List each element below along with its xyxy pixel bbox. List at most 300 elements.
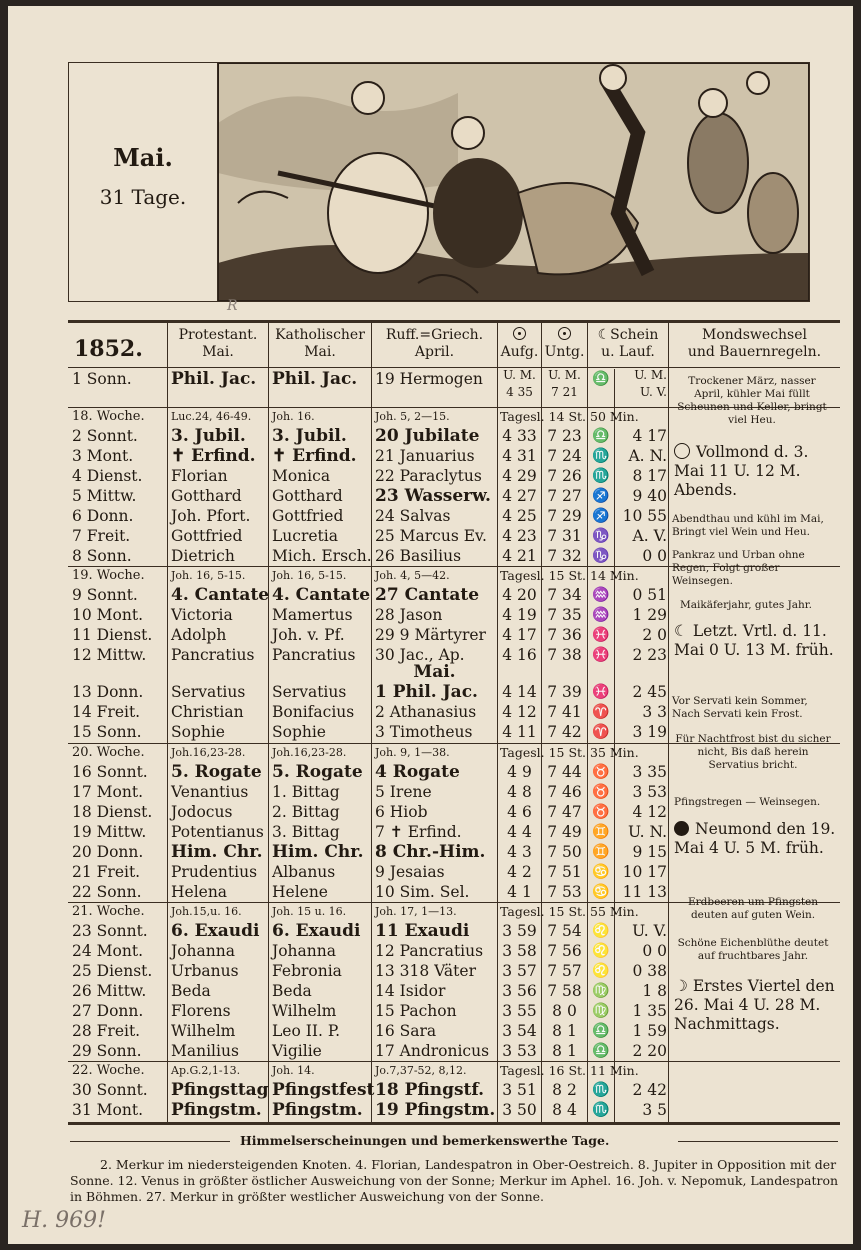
cell-sunset: 7 24 <box>547 447 582 465</box>
cell-sign: ♎ <box>592 428 610 444</box>
cell-moon: 1 29 <box>632 606 667 624</box>
cell-day: 16 Sonnt. <box>72 763 148 781</box>
cell-moon: 0 51 <box>632 586 667 604</box>
first-quarter-text: Erstes Viertel den 26. Mai 4 U. 28 M. Nachmittags. <box>674 977 835 1033</box>
cell-sunset: 7 44 <box>547 763 582 781</box>
cell-russ: Joh. 4, 5—42. <box>375 569 450 582</box>
cell-sign: ♊ <box>592 824 610 840</box>
cell-sunrise: 4 20 <box>502 586 537 604</box>
cell-day: 17 Mont. <box>72 783 143 801</box>
cell-prot: Joh.16,23-28. <box>171 746 246 759</box>
cell-day: 21. Woche. <box>72 904 145 919</box>
cell-day: 26 Mittw. <box>72 982 147 1000</box>
cell-sunrise: 4 6 <box>507 803 532 821</box>
cell-russ: 17 Andronicus <box>375 1042 490 1060</box>
cell-russ: Mai. <box>413 662 456 682</box>
cell-sunset: 7 32 <box>547 547 582 565</box>
cell-sunset: 7 47 <box>547 803 582 821</box>
cell-prot: 4. Cantate <box>171 585 270 605</box>
cell-moon: 10 17 <box>622 863 667 881</box>
col-rule-1 <box>167 322 168 1122</box>
cell-prot: Joh. 16, 5-15. <box>171 569 246 582</box>
cell-russ: 2 Athanasius <box>375 703 477 721</box>
new-moon-note <box>674 820 836 858</box>
full-moon-icon <box>674 443 690 459</box>
cell-sunset: 8 0 <box>552 1002 577 1020</box>
cell-russ: 13 318 Väter <box>375 962 476 980</box>
cell-moon: A. N. <box>628 447 667 465</box>
cell-day: 30 Sonnt. <box>72 1081 148 1099</box>
cell-sunset: 7 31 <box>547 527 582 545</box>
cell-day: 27 Donn. <box>72 1002 144 1020</box>
cell-day: 2 Sonnt. <box>72 427 138 445</box>
cell-day: 5 Mittw. <box>72 487 137 505</box>
cell-sunset: 7 58 <box>547 982 582 1000</box>
cell-moon: 2 0 <box>642 626 667 644</box>
cell-moon: 3 53 <box>632 783 667 801</box>
cell-kath: Him. Chr. <box>272 842 364 862</box>
cell-moon: 2 42 <box>632 1081 667 1099</box>
cell-kath: Pancratius <box>272 646 356 664</box>
cell-russ: 16 Sara <box>375 1022 437 1040</box>
cell-kath: 4. Cantate <box>272 585 371 605</box>
cell-sunset: 7 29 <box>547 507 582 525</box>
cell-kath: Pfingstfest <box>272 1080 375 1100</box>
cell-kath: 1. Bittag <box>272 783 340 801</box>
cell-sign: ♈ <box>592 704 610 720</box>
cell-moon: 2 45 <box>632 683 667 701</box>
cell-kath: Mamertus <box>272 606 353 624</box>
cell-sign: ♍ <box>592 983 610 999</box>
cell-span: Tagesl. 15 St. 55 Min. <box>500 904 639 919</box>
cell-sign: ♋ <box>592 884 610 900</box>
table-bottom-rule <box>68 1122 840 1125</box>
cell-prot: ✝ Erfind. <box>171 446 256 466</box>
cell-prot: Joh. Pfort. <box>171 507 251 525</box>
last-quarter-note <box>674 622 836 660</box>
cell-sunrise: 3 56 <box>502 982 537 1000</box>
cell-kath: Mich. Ersch. <box>272 547 372 565</box>
cell-russ: 24 Salvas <box>375 507 451 525</box>
cell-kath: Bonifacius <box>272 703 355 721</box>
rule-text: Vor Servati kein Sommer, Nach Servati kein Frost. <box>672 695 808 720</box>
cell-prot: Christian <box>171 703 244 721</box>
cell-kath: Febronia <box>272 962 342 980</box>
cell-day: 11 Dienst. <box>72 626 153 644</box>
rule-text: Für Nachtfrost bist du sicher nicht, Bis daß herein Servatius bricht. <box>675 733 831 771</box>
cell-russ: 14 Isidor <box>375 982 446 1000</box>
cell-kath: 3. Bittag <box>272 823 340 841</box>
header-bottom-rule <box>68 367 840 368</box>
cell-kath: Wilhelm <box>272 1002 337 1020</box>
cell-russ: 12 Pancratius <box>375 942 484 960</box>
cell-prot: Gotthard <box>171 487 242 505</box>
cell-kath: Lucretia <box>272 527 338 545</box>
cell-kath: Vigilie <box>272 1042 322 1060</box>
cell-kath: Servatius <box>272 683 347 701</box>
header-bauernregeln: Mondswechsel und Bauernregeln. <box>687 327 822 360</box>
cell-sunrise: 3 57 <box>502 962 537 980</box>
cell-russ: 1 Phil. Jac. <box>375 682 478 702</box>
cell-sunrise: 4 29 <box>502 467 537 485</box>
cell-russ: Jo.7,37-52, 8,12. <box>375 1064 467 1077</box>
header-mondschein: ☾Schein u. Lauf. <box>597 327 659 360</box>
cell-prot: Jodocus <box>171 803 233 821</box>
cell-prot: Luc.24, 46-49. <box>171 410 252 423</box>
cell-moon: 10 55 <box>622 507 667 525</box>
cell-kath: Joh. 16. <box>272 410 315 423</box>
cell-sign: ♐ <box>592 508 610 524</box>
last-quarter-text: Letzt. Vrtl. d. 11. Mai 0 U. 13 M. früh. <box>674 622 834 659</box>
cell-prot: Potentianus <box>171 823 264 841</box>
cell-kath: Joh. 14. <box>272 1064 315 1077</box>
cell-day: 13 Donn. <box>72 683 144 701</box>
cell-sunset: 7 50 <box>547 843 582 861</box>
cell-sign: ♒ <box>592 607 610 623</box>
cell-sunrise: 4 2 <box>507 863 532 881</box>
first-quarter-icon: ☽ <box>674 977 693 995</box>
cell-prot: Gottfried <box>171 527 243 545</box>
cell-moon: U. M. U. V. <box>634 368 667 399</box>
rule-text: Pankraz und Urban ohne Regen, Folgt großer Weinsegen. <box>672 549 805 587</box>
cell-sunrise: 4 9 <box>507 763 532 781</box>
month-box <box>69 63 218 301</box>
month-days: 31 Tage. <box>99 185 187 209</box>
cell-sunset: 7 56 <box>547 942 582 960</box>
cell-moon: A. V. <box>632 527 667 545</box>
cell-kath: Monica <box>272 467 331 485</box>
cell-day: 23 Sonnt. <box>72 922 148 940</box>
header-katholisch: Katholischer Mai. <box>275 327 365 360</box>
cell-sunset: 7 46 <box>547 783 582 801</box>
cell-sign: ♌ <box>592 943 610 959</box>
cell-moon: 3 19 <box>632 723 667 741</box>
cell-kath: Joh. 16, 5-15. <box>272 569 347 582</box>
cell-prot: Joh.15,u. 16. <box>171 905 242 918</box>
cell-sunset: 7 35 <box>547 606 582 624</box>
cell-russ: 10 Sim. Sel. <box>375 883 470 901</box>
cell-moon: 9 40 <box>632 487 667 505</box>
cell-sunset: 7 57 <box>547 962 582 980</box>
rule-text: Pfingstregen — Weinsegen. <box>674 796 821 808</box>
cell-day: 1 Sonn. <box>72 370 132 388</box>
last-quarter-icon: ☾ <box>674 622 693 640</box>
cell-sunrise: 4 27 <box>502 487 537 505</box>
cell-sunrise: 4 11 <box>502 723 537 741</box>
cell-russ: 11 Exaudi <box>375 921 470 941</box>
cell-russ: 6 Hiob <box>375 803 428 821</box>
cell-prot: Johanna <box>171 942 235 960</box>
cell-sign: ♏ <box>592 1102 610 1118</box>
cell-span: Tagesl. 16 St. 11 Min. <box>500 1063 639 1078</box>
cell-day: 10 Mont. <box>72 606 143 624</box>
cell-sunset: 7 23 <box>547 427 582 445</box>
cell-sunrise: U. M. 4 35 <box>503 368 536 399</box>
cell-sign: ♎ <box>592 1043 610 1059</box>
cell-sunrise: 3 55 <box>502 1002 537 1020</box>
cell-kath: Helene <box>272 883 328 901</box>
cell-prot: Victoria <box>171 606 233 624</box>
cell-day: 8 Sonn. <box>72 547 132 565</box>
cell-sign: ♑ <box>592 548 610 564</box>
cell-moon: 1 35 <box>632 1002 667 1020</box>
rule-text: Erdbeeren um Pfingsten deuten auf guten Wein. <box>687 896 819 921</box>
cell-sunset: 7 27 <box>547 487 582 505</box>
footer-rule-left <box>70 1141 230 1142</box>
cell-day: 29 Sonn. <box>72 1042 142 1060</box>
cell-sunrise: 3 58 <box>502 942 537 960</box>
cell-prot: Helena <box>171 883 228 901</box>
rule-text: Maikäferjahr, gutes Jahr. <box>680 599 813 611</box>
cell-day: 4 Dienst. <box>72 467 143 485</box>
witches-ride-illustration <box>218 63 809 301</box>
cell-day: 7 Freit. <box>72 527 131 545</box>
cell-moon: 4 17 <box>632 427 667 445</box>
cell-prot: Pfingstm. <box>171 1100 262 1120</box>
cell-sign: ♉ <box>592 764 610 780</box>
cell-moon: 2 20 <box>632 1042 667 1060</box>
cell-prot: Pfingsttag <box>171 1080 269 1100</box>
cell-sunrise: 4 12 <box>502 703 537 721</box>
new-moon-text: Neumond den 19. Mai 4 U. 5 M. früh. <box>674 820 836 857</box>
cell-sunset: 7 36 <box>547 626 582 644</box>
cell-moon: 0 0 <box>642 942 667 960</box>
cell-russ: 27 Cantate <box>375 585 480 605</box>
cell-sign: ♓ <box>592 684 610 700</box>
cell-day: 22. Woche. <box>72 1063 145 1078</box>
cell-span: Tagesl. 15 St. 35 Min. <box>500 745 639 760</box>
header-protestant: Protestant. Mai. <box>178 327 258 360</box>
cell-russ: 9 Jesaias <box>375 863 445 881</box>
cell-sign: ♌ <box>592 963 610 979</box>
cell-sign: ♒ <box>592 587 610 603</box>
cell-sign: ♐ <box>592 488 610 504</box>
cell-sunset: 8 2 <box>552 1081 577 1099</box>
cell-sign: ♏ <box>592 1082 610 1098</box>
cell-sunrise: 4 8 <box>507 783 532 801</box>
cell-russ: Joh. 9, 1—38. <box>375 746 450 759</box>
cell-russ: 5 Irene <box>375 783 432 801</box>
cell-sign: ♉ <box>592 804 610 820</box>
cell-prot: 5. Rogate <box>171 762 262 782</box>
cell-sunset: 7 26 <box>547 467 582 485</box>
cell-day: 18. Woche. <box>72 409 145 424</box>
cell-kath: Leo II. P. <box>272 1022 341 1040</box>
cell-day: 21 Freit. <box>72 863 141 881</box>
pencil-mark: R <box>227 298 238 314</box>
cell-russ: 4 Rogate <box>375 762 460 782</box>
table-top-rule <box>68 320 840 323</box>
cell-sunrise: 3 53 <box>502 1042 537 1060</box>
cell-sunrise: 4 25 <box>502 507 537 525</box>
cell-prot: Venantius <box>171 783 249 801</box>
sun-icon <box>542 327 587 345</box>
cell-sunset: 7 53 <box>547 883 582 901</box>
cell-kath: Pfingstm. <box>272 1100 363 1120</box>
cell-russ: 19 Hermogen <box>375 370 483 388</box>
cell-kath: Gottfried <box>272 507 344 525</box>
cell-kath: Beda <box>272 982 312 1000</box>
cell-moon: 11 13 <box>622 883 667 901</box>
cell-sunset: 8 1 <box>552 1022 577 1040</box>
cell-sign: ♋ <box>592 864 610 880</box>
cell-kath: Joh. v. Pf. <box>272 626 345 644</box>
cell-sunrise: 4 23 <box>502 527 537 545</box>
rule-text: Trockener März, nasser April, kühler Mai füllt Scheunen und Keller, bringt viel Heu. <box>677 375 827 426</box>
cell-span: Tagesl. 15 St. 14 Min. <box>500 568 639 583</box>
cell-prot: Florian <box>171 467 228 485</box>
cell-sunrise: 4 3 <box>507 843 532 861</box>
cell-moon: U. V. <box>632 922 667 940</box>
cell-prot: Beda <box>171 982 211 1000</box>
cell-moon: 9 15 <box>632 843 667 861</box>
cell-span: Tagesl. 14 St. 50 Min. <box>500 409 639 424</box>
cell-prot: Urbanus <box>171 962 239 980</box>
cell-sunrise: 3 54 <box>502 1022 537 1040</box>
cell-prot: 6. Exaudi <box>171 921 260 941</box>
cell-moon: U. N. <box>628 823 667 841</box>
cell-sunrise: 4 4 <box>507 823 532 841</box>
cell-sign: ♏ <box>592 468 610 484</box>
cell-russ: 23 Wasserw. <box>375 486 491 506</box>
cell-russ: 18 Pfingstf. <box>375 1080 485 1100</box>
cell-sunrise: 4 21 <box>502 547 537 565</box>
cell-kath: ✝ Erfind. <box>272 446 357 466</box>
cell-kath: 6. Exaudi <box>272 921 361 941</box>
full-moon-note <box>674 443 836 500</box>
cell-sign: ♎ <box>592 371 610 387</box>
cell-russ: 3 Timotheus <box>375 723 473 741</box>
month-header <box>68 62 810 302</box>
cell-sunset: 7 51 <box>547 863 582 881</box>
cell-day: 22 Sonn. <box>72 883 142 901</box>
cell-moon: 0 38 <box>632 962 667 980</box>
cell-sunrise: 4 33 <box>502 427 537 445</box>
cell-day: 14 Freit. <box>72 703 141 721</box>
cell-sign: ♍ <box>592 1003 610 1019</box>
cell-sunset: 7 42 <box>547 723 582 741</box>
full-moon-text: Vollmond d. 3. Mai 11 U. 12 M. Abends. <box>674 443 809 499</box>
cell-moon: 1 59 <box>632 1022 667 1040</box>
cell-prot: Prudentius <box>171 863 258 881</box>
cell-kath: 3. Jubil. <box>272 426 347 446</box>
cell-day: 28 Freit. <box>72 1022 141 1040</box>
cell-sign: ♑ <box>592 528 610 544</box>
cell-russ: Joh. 17, 1—13. <box>375 905 457 918</box>
cell-sunrise: 3 59 <box>502 922 537 940</box>
cell-moon: 3 3 <box>642 703 667 721</box>
cell-prot: Ap.G.2,1-13. <box>171 1064 241 1077</box>
cell-russ: 28 Jason <box>375 606 443 624</box>
archive-mark: H. 969! <box>22 1208 107 1233</box>
cell-prot: Pancratius <box>171 646 255 664</box>
cell-kath: Sophie <box>272 723 326 741</box>
col-rule-3 <box>371 322 372 1122</box>
cell-sunset: 7 34 <box>547 586 582 604</box>
cell-sign: ♓ <box>592 647 610 663</box>
cell-moon: 8 17 <box>632 467 667 485</box>
cell-russ: 22 Paraclytus <box>375 467 482 485</box>
first-quarter-note <box>674 977 836 1034</box>
cell-sign: ♌ <box>592 923 610 939</box>
cell-sunrise: 3 50 <box>502 1101 537 1119</box>
cell-russ: Joh. 5, 2—15. <box>375 410 450 423</box>
cell-day: 15 Sonn. <box>72 723 142 741</box>
cell-prot: Phil. Jac. <box>171 369 257 389</box>
year-label: 1852. <box>74 336 143 362</box>
cell-sunrise: 4 14 <box>502 683 537 701</box>
cell-kath: Gotthard <box>272 487 343 505</box>
cell-sunrise: 4 16 <box>502 646 537 664</box>
cell-sunrise: 4 31 <box>502 447 537 465</box>
cell-russ: 19 Pfingstm. <box>375 1100 496 1120</box>
cell-sunset: 7 49 <box>547 823 582 841</box>
cell-sign: ♏ <box>592 448 610 464</box>
cell-sign: ♉ <box>592 784 610 800</box>
cell-kath: Phil. Jac. <box>272 369 358 389</box>
cell-prot: 3. Jubil. <box>171 426 246 446</box>
cell-day: 24 Mont. <box>72 942 143 960</box>
cell-sunrise: 4 1 <box>507 883 532 901</box>
cell-day: 6 Donn. <box>72 507 134 525</box>
cell-sign: ♓ <box>592 627 610 643</box>
cell-prot: Adolph <box>171 626 227 644</box>
cell-russ: 25 Marcus Ev. <box>375 527 487 545</box>
cell-russ: 15 Pachon <box>375 1002 457 1020</box>
footer-text: 2. Merkur im niedersteigenden Knoten. 4. Florian, Landespatron in Ober-Oestreich. 8. Jupiter in Opposition mit der Sonne. 12. Venus in größter östlicher Ausweichung von der Sonne; Merkur im Aphel. 16. Joh. v. Nepomuk, Landespatron in Böhmen. 27. Merkur in größter westlicher Ausweichung von der Sonne. <box>70 1157 839 1204</box>
cell-sunset: U. M. 7 21 <box>548 368 581 399</box>
cell-kath: Albanus <box>272 863 336 881</box>
cell-day: 20 Donn. <box>72 843 144 861</box>
cell-kath: Johanna <box>272 942 336 960</box>
header-russisch: Ruff.=Griech. April. <box>385 327 484 360</box>
cell-kath: Joh.16,23-28. <box>272 746 347 759</box>
new-moon-icon <box>674 821 689 836</box>
cell-russ: 26 Basilius <box>375 547 462 565</box>
cell-sign: ♎ <box>592 1023 610 1039</box>
cell-day: 19 Mittw. <box>72 823 147 841</box>
rule-text: Abendthau und kühl im Mai, Bringt viel Wein und Heu. <box>672 513 824 538</box>
cell-russ: 8 Chr.-Him. <box>375 842 486 862</box>
month-name: Mai. <box>113 143 173 172</box>
footer-rule-right <box>678 1141 838 1142</box>
cell-sign: ♊ <box>592 844 610 860</box>
cell-moon: 3 5 <box>642 1101 667 1119</box>
cell-prot: Wilhelm <box>171 1022 236 1040</box>
sun-icon <box>498 327 541 345</box>
cell-moon: 3 35 <box>632 763 667 781</box>
cell-sunrise: 4 19 <box>502 606 537 624</box>
cell-russ: 29 9 Märtyrer <box>375 626 486 644</box>
cell-prot: Florens <box>171 1002 231 1020</box>
cell-sunset: 7 41 <box>547 703 582 721</box>
footer-title: Himmelserscheinungen und bemerkenswerthe Tage. <box>240 1133 610 1148</box>
cell-moon: 0 0 <box>642 547 667 565</box>
rule-text: Schöne Eichenblüthe deutet auf fruchtbares Jahr. <box>677 937 829 962</box>
cell-moon: 4 12 <box>632 803 667 821</box>
cell-day: 3 Mont. <box>72 447 134 465</box>
header-untergang: Untg. <box>544 344 585 360</box>
cell-day: 20. Woche. <box>72 745 145 760</box>
cell-moon: 1 8 <box>642 982 667 1000</box>
cell-kath: Joh. 15 u. 16. <box>272 905 347 918</box>
cell-russ: 7 ✝ Erfind. <box>375 823 462 841</box>
cell-prot: Him. Chr. <box>171 842 263 862</box>
cell-sunset: 8 1 <box>552 1042 577 1060</box>
cell-day: 25 Dienst. <box>72 962 153 980</box>
cell-sunset: 8 4 <box>552 1101 577 1119</box>
cell-day: 18 Dienst. <box>72 803 153 821</box>
